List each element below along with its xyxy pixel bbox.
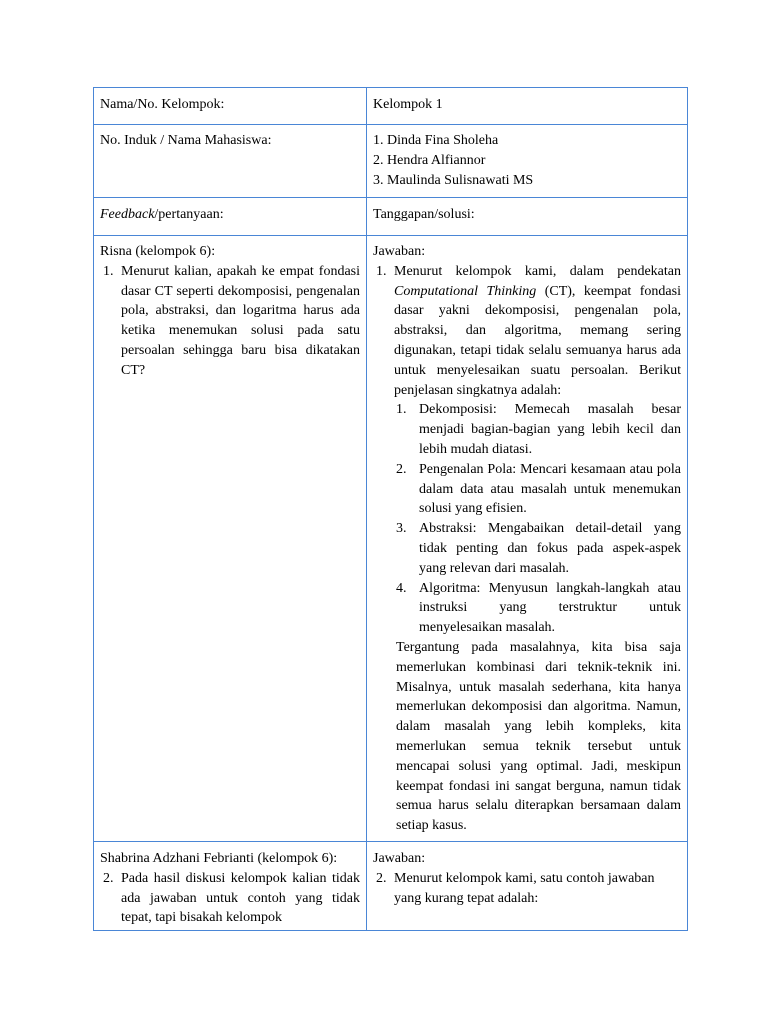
group-label: Nama/No. Kelompok: bbox=[100, 97, 225, 112]
question-1-text: Menurut kalian, apakah ke empat fondasi dasar CT seperti dekomposisi, pengenalan pola, abstraksi, dan logaritma harus ada ketika menemukan solusi pada satu persoalan sehingga baru bisa dikatakan CT? bbox=[121, 263, 360, 378]
student-name: 3. Maulinda Sulisnawati MS bbox=[373, 172, 534, 188]
point-number: 3. bbox=[396, 521, 407, 537]
point-number: 1. bbox=[396, 402, 407, 418]
students-label: No. Induk / Nama Mahasiswa: bbox=[100, 133, 272, 148]
group-label-cell bbox=[94, 88, 367, 125]
answer-1-point bbox=[394, 519, 681, 578]
question-2-asker: Shabrina Adzhani Febrianti (kelompok 6): bbox=[100, 851, 338, 866]
answer-2-text: Menurut kelompok kami, satu contoh jawaban yang kurang tepat adalah: bbox=[394, 870, 655, 906]
answer-2-number: 2. bbox=[376, 870, 387, 886]
answer-1-cell bbox=[367, 236, 688, 842]
answer-1-intro bbox=[394, 262, 681, 401]
question-1-asker: Risna (kelompok 6): bbox=[100, 244, 216, 259]
group-row bbox=[94, 88, 688, 125]
answer-2-cell bbox=[367, 842, 688, 931]
question-1-number: 1. bbox=[103, 263, 114, 279]
point-text: Dekomposisi: Memecah masalah besar menjadi bagian-bagian yang lebih kecil dan lebih mudah diatasi. bbox=[419, 402, 681, 457]
answer-2-label: Jawaban: bbox=[373, 851, 426, 866]
answer-1-conclusion: Tergantung pada masalahnya, kita bisa saja memerlukan kombinasi dari teknik-teknik ini. Misalnya, untuk masalah sederhana, kita hanya memerlukan dekomposisi dan algoritma. Namun, dalam masalah yang lebih kompleks, kita memerlukan semua teknik tersebut untuk mencapai solusi yang optimal. Jadi, meskipun keempat fondasi ini sangat berguna, namun tidak semua harus selalu diterapkan bersamaan dalam setiap kasus. bbox=[396, 639, 681, 834]
question-2-text: Pada hasil diskusi kelompok kalian tidak ada jawaban untuk contoh yang tidak tepat, tapi bisakah kelompok bbox=[121, 870, 360, 926]
point-number: 2. bbox=[396, 461, 407, 477]
discussion-table bbox=[93, 87, 688, 931]
answer-1-point bbox=[394, 400, 681, 459]
answer-1-label: Jawaban: bbox=[373, 244, 426, 259]
student-name: 1. Dinda Fina Sholeha bbox=[373, 133, 499, 148]
question-1-cell bbox=[94, 236, 367, 842]
group-value: Kelompok 1 bbox=[373, 97, 443, 112]
answer-1-point bbox=[394, 460, 681, 519]
students-label-cell bbox=[94, 125, 367, 198]
group-value-cell bbox=[367, 88, 688, 125]
students-row bbox=[94, 125, 688, 198]
answer-1-points bbox=[394, 400, 681, 638]
question-2-item bbox=[100, 869, 360, 928]
response-header: Tanggapan/solusi: bbox=[373, 207, 475, 222]
answer-2-item bbox=[373, 869, 681, 909]
feedback-header-italic: Feedback bbox=[100, 207, 155, 222]
answer-1-intro-b: (CT), keempat fondasi dasar yakni dekomposisi, pengenalan pola, abstraksi, dan algoritma, memang sering digunakan, tetapi tidak selalu semuanya harus ada untuk menyelesaikan suatu persoalan. Berikut penjelasan singkatnya adalah: bbox=[394, 283, 681, 398]
answer-1-point bbox=[394, 579, 681, 638]
question-1-row bbox=[94, 236, 688, 842]
point-number: 4. bbox=[396, 580, 407, 596]
question-2-row bbox=[94, 842, 688, 931]
feedback-header-cell bbox=[94, 198, 367, 236]
students-names-cell bbox=[367, 125, 688, 198]
point-text: Abstraksi: Mengabaikan detail-detail yang tidak penting dan fokus pada aspek-aspek yang relevan dari masalah. bbox=[419, 521, 681, 576]
student-name: 2. Hendra Alfiannor bbox=[373, 152, 486, 168]
header-row bbox=[94, 198, 688, 236]
point-text: Pengenalan Pola: Mencari kesamaan atau pola dalam data atau masalah untuk menemukan solusi yang efisien. bbox=[419, 461, 681, 517]
question-2-cell bbox=[94, 842, 367, 931]
response-header-cell bbox=[367, 198, 688, 236]
point-text: Algoritma: Menyusun langkah-langkah atau instruksi yang terstruktur untuk menyelesaikan masalah. bbox=[419, 580, 681, 636]
answer-1-number: 1. bbox=[376, 263, 387, 279]
question-1-item bbox=[100, 262, 360, 381]
answer-1-intro-term: Computational Thinking bbox=[394, 283, 537, 299]
feedback-header-rest: /pertanyaan: bbox=[154, 207, 224, 222]
answer-1-item bbox=[373, 262, 681, 836]
answer-1-intro-a: Menurut kelompok kami, dalam pendekatan bbox=[394, 263, 681, 279]
question-2-number: 2. bbox=[103, 870, 114, 886]
